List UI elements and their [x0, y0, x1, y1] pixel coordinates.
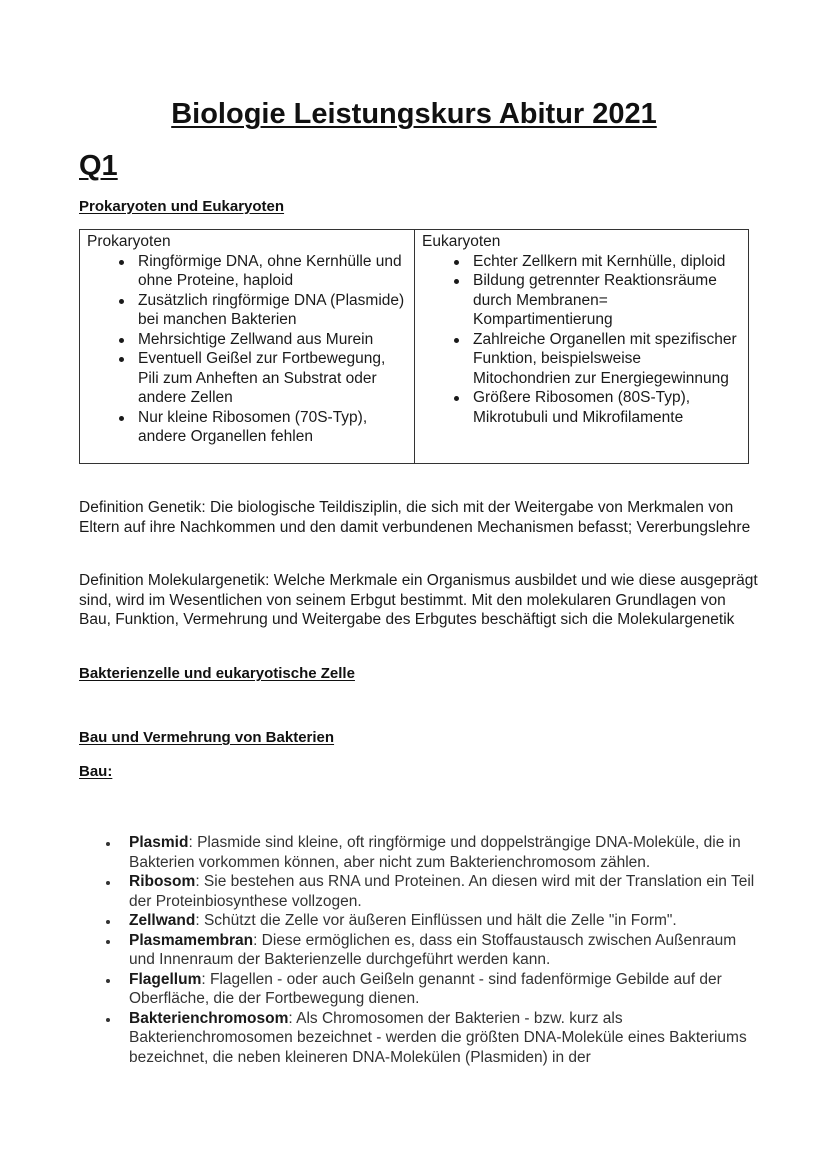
table-header-prokaryoten: Prokaryoten — [87, 233, 171, 250]
heading-bau: Bau: — [79, 763, 113, 780]
list-item-plasmid — [100, 833, 760, 872]
eukaryoten-list — [422, 252, 748, 428]
term-description: : Flagellen - oder auch Geißeln genannt - sind fadenförmige Gebilde auf der Oberfläche, die der Fortbewegung dienen. — [129, 970, 722, 1007]
list-item-zellwand — [100, 911, 760, 931]
list-item: Echter Zellkern mit Kernhülle, diploid — [422, 252, 748, 272]
list-item: Zusätzlich ringförmige DNA (Plasmide) bei manchen Bakterien — [87, 291, 414, 330]
term-description: : Sie bestehen aus RNA und Proteinen. An diesen wird mit der Translation ein Teil der Proteinbiosynthese vollzogen. — [129, 873, 755, 910]
list-item: Eventuell Geißel zur Fortbewegung, Pili zum Anheften an Substrat oder andere Zellen — [87, 349, 414, 408]
bacteria-structure-list — [100, 833, 760, 1067]
list-item: Zahlreiche Organellen mit spezifischer Funktion, beispielsweise Mitochondrien zur Energiegewinnung — [422, 330, 748, 389]
term-description: : Diese ermöglichen es, dass ein Stoffaustausch zwischen Außenraum und Innenraum der Bakterienzelle durchgeführt werden kann. — [129, 931, 737, 968]
table-column-prokaryoten — [80, 230, 415, 463]
term: Plasmamembran — [129, 931, 254, 949]
term: Flagellum — [129, 970, 202, 988]
list-item: Bildung getrennter Reaktionsräume durch Membranen= Kompartimentierung — [422, 271, 748, 330]
list-item: Ringförmige DNA, ohne Kernhülle und ohne Proteine, haploid — [87, 252, 414, 291]
list-item-plasmamembran — [100, 931, 760, 970]
list-item-bakterienchromosom — [100, 1009, 760, 1068]
list-item: Mehrsichtige Zellwand aus Murein — [87, 330, 414, 350]
term: Ribosom — [129, 873, 196, 890]
comparison-table — [79, 229, 749, 464]
list-item-flagellum — [100, 970, 760, 1009]
table-header-eukaryoten: Eukaryoten — [422, 233, 501, 250]
term-description: : Schützt die Zelle vor äußeren Einflüssen und hält die Zelle "in Form". — [195, 912, 677, 929]
heading-bau-vermehrung: Bau und Vermehrung von Bakterien — [79, 729, 335, 746]
term: Zellwand — [129, 912, 196, 929]
term-description: : Als Chromosomen der Bakterien - bzw. kurz als Bakterienchromosomen bezeichnet - werden die größten DNA-Moleküle eines Bakteriums bezeichnet, die neben kleineren DNA-Molekülen (Plasmiden) in der — [129, 1009, 747, 1066]
definition-genetik: Definition Genetik: Die biologische Teildisziplin, die sich mit der Weitergabe von Merkmalen von Eltern auf ihre Nachkommen und den damit verbundenen Mechanismen befasst; Vererbungslehre — [79, 499, 751, 536]
heading-bakterienzelle: Bakterienzelle und eukaryotische Zelle — [79, 665, 355, 682]
list-item: Nur kleine Ribosomen (70S-Typ), andere Organellen fehlen — [87, 408, 414, 447]
prokaryoten-list — [87, 252, 414, 447]
document-title: Biologie Leistungskurs Abitur 2021 — [171, 98, 657, 130]
section-heading-q1: Q1 — [79, 150, 118, 182]
table-column-eukaryoten — [415, 230, 748, 463]
list-item: Größere Ribosomen (80S-Typ), Mikrotubuli und Mikrofilamente — [422, 388, 748, 427]
definition-molekulargenetik: Definition Molekulargenetik: Welche Merkmale ein Organismus ausbildet und wie diese ausgeprägt sind, wird im Wesentlichen von seinem Erbgut bestimmt. Mit den molekularen Grundlagen von Bau, Funktion, Vermehrung und Weitergabe des Erbgutes beschäftigt sich die Molekulargenetik — [79, 572, 758, 628]
term: Bakterienchromosom — [129, 1009, 289, 1027]
list-item-ribosom — [100, 872, 760, 911]
heading-prokaryoten-eukaryoten: Prokaryoten und Eukaryoten — [79, 198, 285, 215]
term-description: : Plasmide sind kleine, oft ringförmige und doppelsträngige DNA-Moleküle, die in Bakterien vorkommen können, aber nicht zum Bakterienchromosom zählen. — [129, 834, 741, 871]
term: Plasmid — [129, 834, 189, 851]
